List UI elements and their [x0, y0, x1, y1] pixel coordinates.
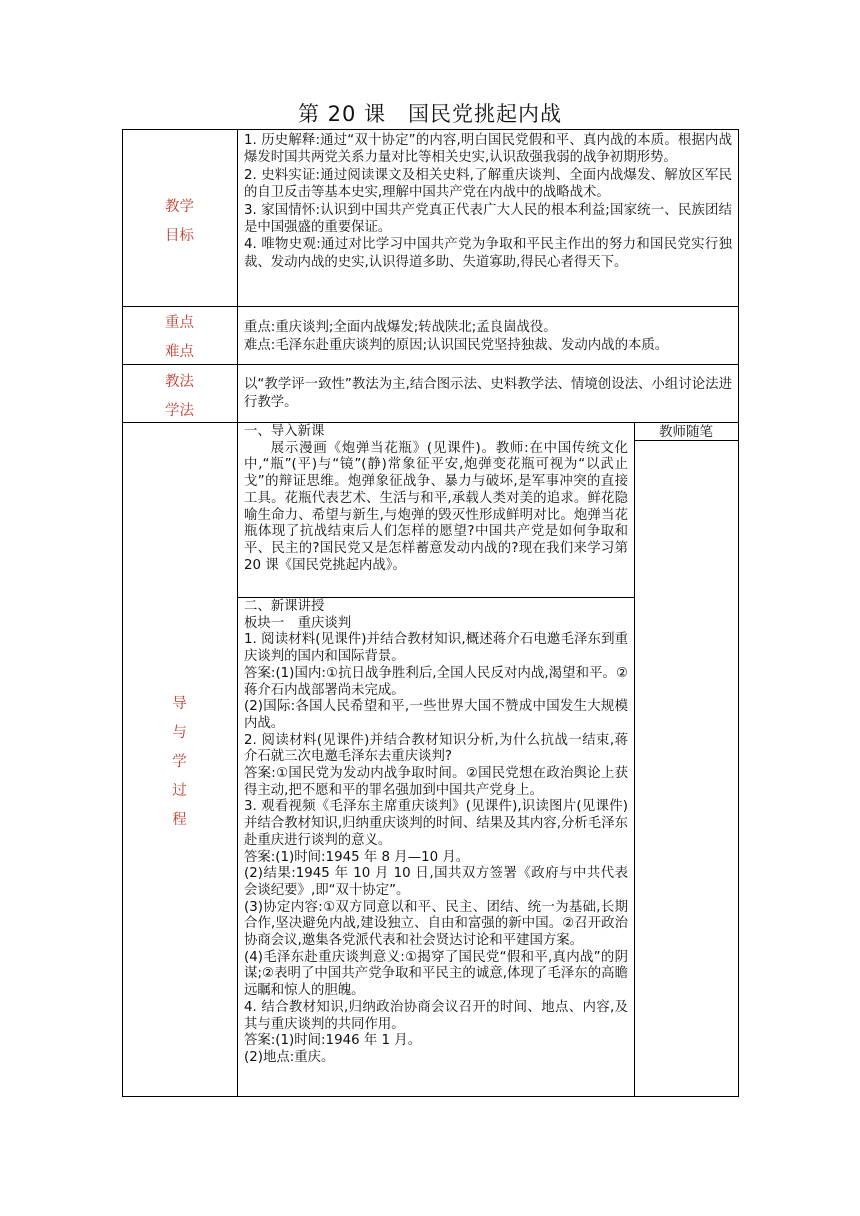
- methods-text: 以“教学评一致性”教法为主,结合图示法、史料教学法、情境创设法、小组讨论法进行教学。: [244, 377, 732, 410]
- key-points-label: 重点 难点: [165, 315, 194, 360]
- lesson-line: 二、新课讲授: [244, 599, 325, 614]
- label-column-divider: [237, 129, 238, 1096]
- lesson-line: 答案:①国民党为发动内战争取时间。②国民党想在政治舆论上获得主动,把不愿和平的罪名强加到中国共产党身上。: [244, 766, 628, 798]
- intro-body: 展示漫画《炮弹当花瓶》(见课件)。教师:在中国传统文化中,“瓶”(平)与“镜”(静)常象征平安,炮弹变花瓶可视为“以武止戈”的辩证思维。炮弹象征战争、暴力与破坏,是军事冲突的直接工具。花瓶代表艺术、生活与和平,承载人类对美的追求。鲜花隐喻生命力、希望与新生,与炮弹的毁灭性形成鲜明对比。炮弹当花瓶体现了抗战结束后人们怎样的愿望?中国共产党是如何争取和平、民主的?国民党又是怎样蓄意发动内战的?现在我们来学习第 20 课《国民党挑起内战》。: [244, 440, 628, 573]
- lesson-line: 答案:(1)国内:①抗日战争胜利后,全国人民反对内战,渴望和平。②蒋介石内战部署尚未完成。: [244, 665, 628, 698]
- row-divider-1: [122, 306, 739, 307]
- page-title: 第 20 课 国民党挑起内战: [297, 102, 563, 126]
- methods-content: [244, 376, 732, 412]
- objective-item: 1. 历史解释:通过“双十协定”的内容,明白国民党假和平、真内战的本质。根据内战爆发时国共两党关系力量对比等相关史实,认识敌强我弱的战争初期形势。: [244, 133, 732, 166]
- lesson-line: 板块一 重庆谈判: [244, 615, 352, 631]
- objective-item: 3. 家国情怀:认识到中国共产党真正代表广大人民的根本利益;国家统一、民族团结是中国强盛的重要保证。: [244, 202, 732, 236]
- teacher-notes-header: 教师随笔: [659, 424, 713, 440]
- new-lesson-section: [244, 599, 628, 1067]
- table-border-bottom: [122, 1096, 739, 1097]
- lesson-line: (2)结果:1945 年 10 月 10 日,国共双方签署《政府与中共代表会谈纪要》,即“双十协定”。: [244, 866, 628, 898]
- lesson-line: (2)国际:各国人民希望和平,一些世界大国不赞成中国发生大规模内战。: [244, 699, 628, 731]
- objectives-content: [244, 132, 732, 271]
- table-border-top: [122, 129, 739, 130]
- table-border-left: [122, 129, 123, 1096]
- lesson-line: 2. 阅读材料(见课件)并结合教材知识分析,为什么抗战一结束,蒋介石就三次电邀毛泽东去重庆谈判?: [244, 732, 628, 765]
- intro-heading: 一、导入新课: [244, 424, 325, 439]
- objectives-label: 教学 目标: [165, 199, 194, 244]
- key-points-content: [244, 319, 732, 355]
- intro-section: [244, 424, 628, 574]
- key-point-item: 重点:重庆谈判;全面内战爆发;转战陕北;孟良崮战役。: [244, 320, 557, 335]
- teacher-notes-area: [635, 441, 738, 1096]
- lesson-line: (3)协定内容:①双方同意以和平、民主、团结、统一为基础,长期合作,坚决避免内战,建设独立、自由和富强的新中国。②召开政治协商会议,邀集各党派代表和社会贤达讨论和平建国方案。: [244, 899, 628, 949]
- methods-label: 教法 学法: [165, 374, 194, 419]
- intro-divider: [237, 597, 634, 598]
- key-point-item: 难点:毛泽东赴重庆谈判的原因;认识国民党坚持独裁、发动内战的本质。: [244, 338, 669, 353]
- table-border-right: [738, 129, 739, 1096]
- process-label: 导 与 学 过 程: [172, 696, 187, 828]
- lesson-line: 答案:(1)时间:1945 年 8 月—10 月。: [244, 849, 470, 865]
- lesson-line: 1. 阅读材料(见课件)并结合教材知识,概述蒋介石电邀毛泽东到重庆谈判的国内和国际背景。: [244, 632, 628, 665]
- lesson-line: 3. 观看视频《毛泽东主席重庆谈判》(见课件),识读图片(见课件)并结合教材知识,归纳重庆谈判的时间、结果及其内容,分析毛泽东赴重庆进行谈判的意义。: [244, 799, 628, 848]
- objective-item: 4. 唯物史观:通过对比学习中国共产党为争取和平民主作出的努力和国民党实行独裁、发动内战的史实,认识得道多助、失道寡助,得民心者得天下。: [244, 237, 732, 270]
- lesson-line: 答案:(1)时间:1946 年 1 月。: [244, 1033, 422, 1049]
- lesson-line: (2)地点:重庆。: [244, 1049, 335, 1065]
- lesson-line: 4. 结合教材知识,归纳政治协商会议召开的时间、地点、内容,及其与重庆谈判的共同作用。: [244, 999, 628, 1032]
- objective-item: 2. 史料实证:通过阅读课文及相关史料,了解重庆谈判、全面内战爆发、解放区军民的自卫反击等基本史实,理解中国共产党在内战中的战略战术。: [244, 167, 732, 201]
- lesson-line: (4)毛泽东赴重庆谈判意义:①揭穿了国民党“假和平,真内战”的阴谋;②表明了中国共产党争取和平民主的诚意,体现了毛泽东的高瞻远瞩和惊人的胆魄。: [244, 949, 628, 999]
